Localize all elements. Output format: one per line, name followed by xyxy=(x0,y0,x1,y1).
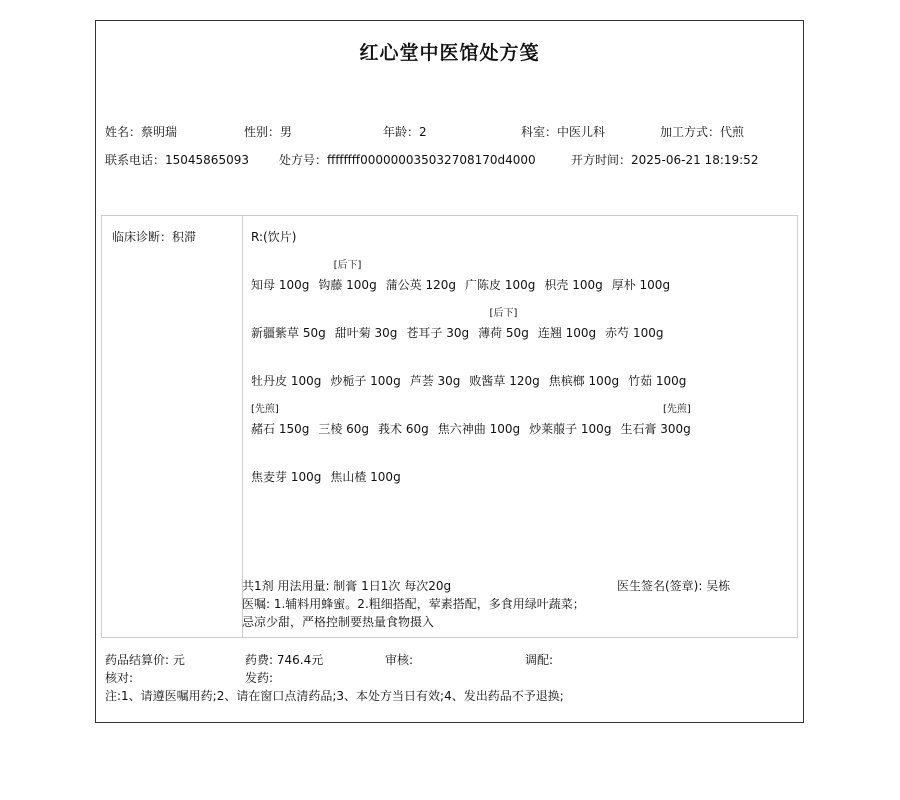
herb-name-dose: 蒲公英 120g xyxy=(385,278,457,292)
herb-item xyxy=(549,372,619,389)
herb-item xyxy=(628,372,686,389)
herb-name-dose: 厚朴 100g xyxy=(611,278,671,292)
herb-item xyxy=(378,420,429,437)
herb-row xyxy=(251,404,700,437)
herb-item xyxy=(612,276,670,293)
herb-item xyxy=(251,404,310,437)
herb-name-dose: 焦槟榔 100g xyxy=(548,374,620,388)
department: 科室：中医儿科 xyxy=(521,125,606,139)
rx-label: R:(饮片) xyxy=(251,230,297,244)
herb-note: [先煎] xyxy=(662,404,691,415)
herb-name-dose: 焦六神曲 100g xyxy=(437,422,521,436)
herb-name-dose: 败酱草 120g xyxy=(469,374,540,388)
herb-row xyxy=(251,260,679,293)
herb-item xyxy=(251,468,321,485)
herb-item xyxy=(478,308,529,341)
footer-notice: 注:1、请遵医嘱用药;2、请在窗口点清药品;3、本处方当日有效;4、发出药品不予退换; xyxy=(105,689,564,703)
drug-fee: 药费: 746.4元 xyxy=(245,653,324,667)
herb-name-dose: 炒栀子 100g xyxy=(330,374,401,388)
herb-name-dose: 连翘 100g xyxy=(537,326,597,340)
herb-row xyxy=(251,372,695,389)
prescription-number: 处方号：ffffffff000000035032708170d4000 xyxy=(279,153,536,167)
herb-name-dose: 焦山楂 100g xyxy=(330,470,401,484)
herb-note: [后下] xyxy=(333,260,362,271)
herb-row xyxy=(251,468,410,485)
herb-name-dose: 生石膏 300g xyxy=(620,422,691,436)
herb-name-dose: 枳壳 100g xyxy=(544,278,603,292)
herb-item xyxy=(335,324,398,341)
herb-item xyxy=(406,324,469,341)
herb-item xyxy=(605,324,663,341)
herb-name-dose: 三棱 60g xyxy=(318,422,370,436)
herb-item xyxy=(386,276,456,293)
herb-name-dose: 莪术 60g xyxy=(378,422,429,436)
herb-item xyxy=(410,372,461,389)
herb-item xyxy=(538,324,596,341)
herb-name-dose: 新疆紫草 50g xyxy=(251,326,326,340)
prescription-time: 开方时间：2025-06-21 18:19:52 xyxy=(571,153,759,167)
clinical-diagnosis: 临床诊断：积滞 xyxy=(112,230,197,244)
herb-item xyxy=(438,420,520,437)
column-divider xyxy=(242,216,243,637)
herb-name-dose: 炒莱菔子 100g xyxy=(529,422,612,436)
herb-item xyxy=(251,372,321,389)
review-label: 审核: xyxy=(385,653,414,667)
herb-item xyxy=(544,276,602,293)
issue-label: 发药: xyxy=(245,671,274,685)
herb-name-dose: 苍耳子 30g xyxy=(406,326,470,340)
patient-gender: 性别：男 xyxy=(244,125,293,139)
patient-age: 年龄：2 xyxy=(383,125,427,139)
herb-item xyxy=(330,468,400,485)
usage-dosage: 共1剂 用法用量: 制膏 1日1次 每次20g xyxy=(242,579,452,593)
doctor-signature: 医生签名(签章): 吴栋 xyxy=(617,579,731,593)
herb-item xyxy=(251,324,326,341)
herb-name-dose: 广陈皮 100g xyxy=(465,278,536,292)
herb-item xyxy=(469,372,539,389)
processing-method: 加工方式：代煎 xyxy=(660,125,745,139)
check-label: 核对: xyxy=(105,671,134,685)
herb-name-dose: 焦麦芽 100g xyxy=(251,470,322,484)
contact-phone: 联系电话：15045865093 xyxy=(105,153,249,167)
page-title: 红心堂中医馆处方笺 xyxy=(359,42,540,64)
herb-item xyxy=(318,260,377,293)
herb-name-dose: 甜叶菊 30g xyxy=(334,326,398,340)
herb-note: [先煎] xyxy=(251,404,279,415)
dispense-mix-label: 调配: xyxy=(525,653,554,667)
herb-name-dose: 竹茹 100g xyxy=(628,374,687,388)
herb-name-dose: 牡丹皮 100g xyxy=(251,374,322,388)
herb-name-dose: 钩藤 100g xyxy=(318,278,377,292)
herb-name-dose: 赭石 150g xyxy=(251,422,310,436)
herb-note: [后下] xyxy=(489,308,518,319)
herb-name-dose: 赤芍 100g xyxy=(605,326,664,340)
herb-item xyxy=(465,276,535,293)
herb-name-dose: 薄荷 50g xyxy=(478,326,529,340)
settlement-price: 药品结算价: 元 xyxy=(105,653,185,667)
medical-advice: 医嘱: 1.辅料用蜂蜜。2.粗细搭配，荤素搭配，多食用绿叶蔬菜； xyxy=(242,597,585,611)
herb-name-dose: 芦荟 30g xyxy=(409,374,461,388)
herb-item xyxy=(330,372,400,389)
herb-item xyxy=(318,420,369,437)
medical-advice-continued: 忌凉少甜，严格控制要热量食物摄入 xyxy=(242,615,435,629)
patient-name: 姓名：蔡明瑞 xyxy=(105,125,178,139)
herb-item xyxy=(251,276,309,293)
herb-item xyxy=(529,420,611,437)
herb-name-dose: 知母 100g xyxy=(251,278,310,292)
herb-item xyxy=(620,404,691,437)
herb-row xyxy=(251,308,673,341)
